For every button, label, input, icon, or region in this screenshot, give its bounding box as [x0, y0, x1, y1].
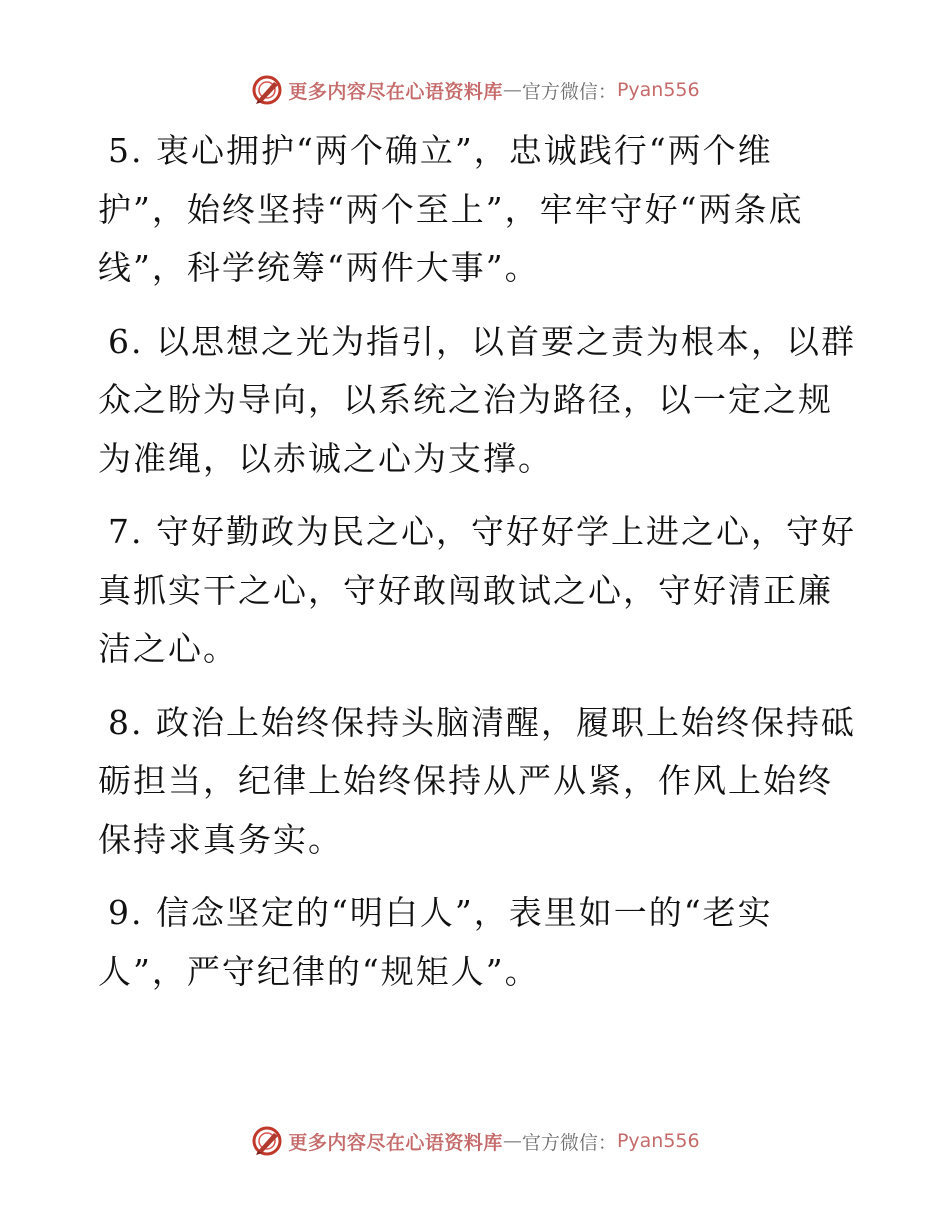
watermark-official-label: 官方微信： — [521, 1131, 617, 1154]
pen-circle-logo-icon — [250, 1124, 284, 1158]
watermark-official-label: 官方微信： — [521, 80, 617, 103]
header-watermark — [0, 70, 950, 110]
list-item: 5. 衷心拥护“两个确立”，忠诚践行“两个维护”，始终坚持“两个至上”，牢牢守好“两条底线”，科学统筹“两件大事”。 — [98, 131, 804, 287]
list-item: 6. 以思想之光为指引，以首要之责为根本，以群众之盼为导向，以系统之治为路径，以一定之规为准绳，以赤诚之心为支撑。 — [98, 321, 856, 478]
watermark-dash: — — [502, 1130, 522, 1152]
watermark-wechat-id: Pyan556 — [616, 1130, 700, 1152]
watermark-dash: — — [502, 79, 522, 101]
pen-circle-logo-icon — [250, 73, 284, 107]
list-item: 8. 政治上始终保持头脑清醒，履职上始终保持砥砺担当，纪律上始终保持从严从紧，作风上始终保持求真务实。 — [98, 702, 856, 859]
footer-watermark — [0, 1121, 950, 1161]
watermark-site-text: 更多内容尽在心语资料库 — [288, 80, 503, 103]
list-item: 7. 守好勤政为民之心，守好好学上进之心，守好真抓实干之心，守好敢闯敢试之心，守好清正廉洁之心。 — [98, 512, 856, 668]
list-item: 9. 信念坚定的“明白人”，表里如一的“老实人”，严守纪律的“规矩人”。 — [98, 893, 773, 991]
watermark-wechat-id: Pyan556 — [616, 79, 700, 101]
watermark-site-text: 更多内容尽在心语资料库 — [288, 1131, 503, 1154]
document-body — [98, 122, 858, 1016]
